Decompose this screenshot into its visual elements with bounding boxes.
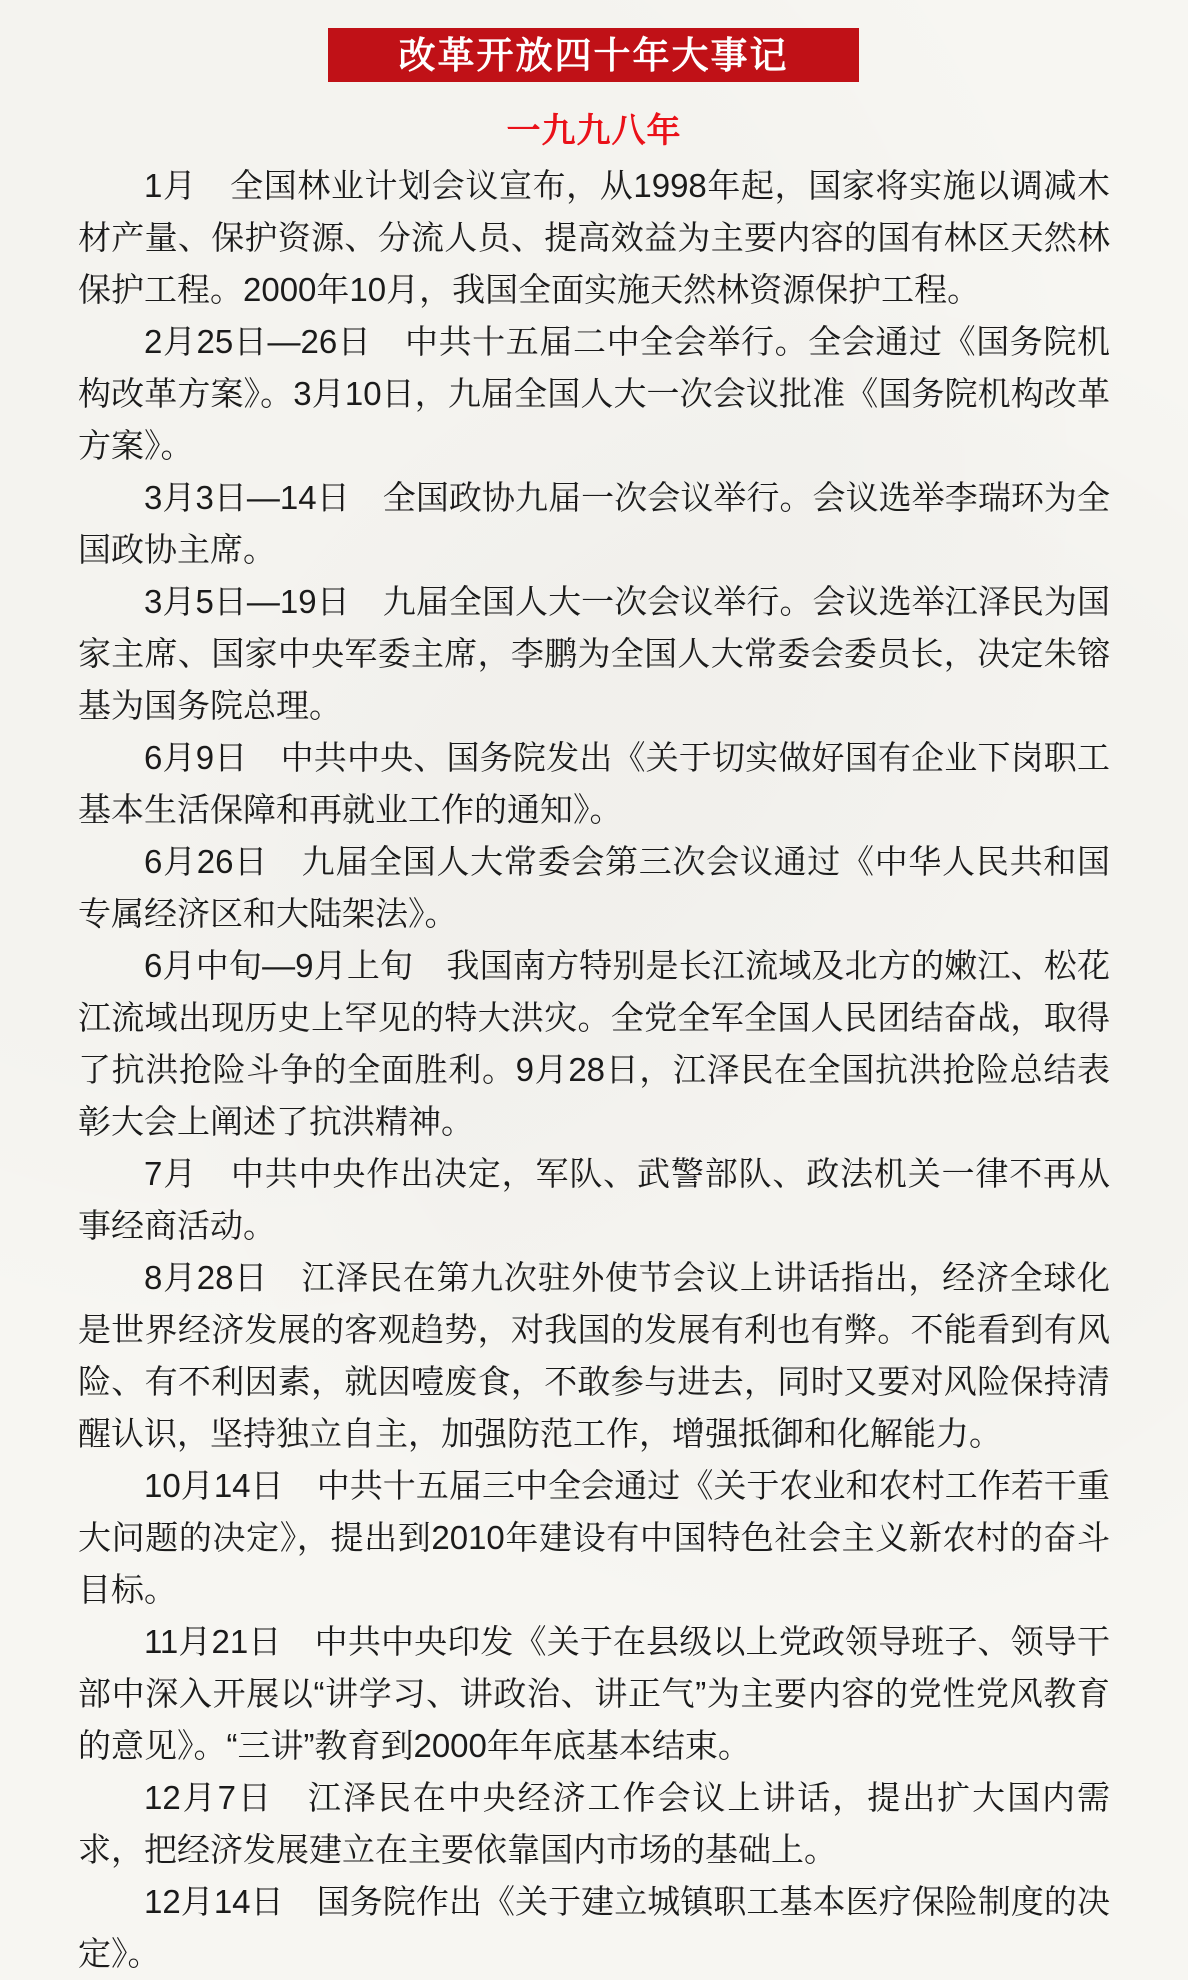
event-paragraph: 3月5日—19日 九届全国人大一次会议举行。会议选举江泽民为国家主席、国家中央军委主席，李鹏为全国人大常委会委员长，决定朱镕基为国务院总理。 xyxy=(78,583,1110,724)
event-paragraph: 6月中旬—9月上旬 我国南方特别是长江流域及北方的嫩江、松花江流域出现历史上罕见的特大洪灾。全党全军全国人民团结奋战，取得了抗洪抢险斗争的全面胜利。9月28日，江泽民在全国抗洪抢险总结表彰大会上阐述了抗洪精神。 xyxy=(78,947,1110,1140)
document-title: 改革开放四十年大事记 xyxy=(398,34,789,76)
event-paragraph: 7月 中共中央作出决定，军队、武警部队、政法机关一律不再从事经商活动。 xyxy=(78,1155,1110,1244)
event-paragraph: 3月3日—14日 全国政协九届一次会议举行。会议选举李瑞环为全国政协主席。 xyxy=(78,479,1110,568)
year-heading: 一九九八年 xyxy=(506,112,682,150)
event-paragraph: 1月 全国林业计划会议宣布，从1998年起，国家将实施以调减木材产量、保护资源、分流人员、提高效益为主要内容的国有林区天然林保护工程。2000年10月，我国全面实施天然林资源保护工程。 xyxy=(78,167,1110,308)
event-paragraph: 12月14日 国务院作出《关于建立城镇职工基本医疗保险制度的决定》。 xyxy=(78,1883,1110,1972)
event-paragraph: 2月25日—26日 中共十五届二中全会举行。全会通过《国务院机构改革方案》。3月10日，九届全国人大一次会议批准《国务院机构改革方案》。 xyxy=(78,323,1110,464)
event-paragraph: 12月7日 江泽民在中央经济工作会议上讲话，提出扩大国内需求，把经济发展建立在主要依靠国内市场的基础上。 xyxy=(78,1779,1110,1868)
event-paragraph: 11月21日 中共中央印发《关于在县级以上党政领导班子、领导干部中深入开展以“讲学习、讲政治、讲正气”为主要内容的党性党风教育的意见》。“三讲”教育到2000年年底基本结束。 xyxy=(78,1623,1110,1764)
document-body xyxy=(78,160,1110,1980)
event-paragraph: 8月28日 江泽民在第九次驻外使节会议上讲话指出，经济全球化是世界经济发展的客观趋势，对我国的发展有利也有弊。不能看到有风险、有不利因素，就因噎废食，不敢参与进去，同时又要对风险保持清醒认识，坚持独立自主，加强防范工作，增强抵御和化解能力。 xyxy=(78,1259,1110,1452)
title-banner xyxy=(328,28,859,82)
event-paragraph: 6月26日 九届全国人大常委会第三次会议通过《中华人民共和国专属经济区和大陆架法》。 xyxy=(78,843,1110,932)
event-paragraph: 6月9日 中共中央、国务院发出《关于切实做好国有企业下岗职工基本生活保障和再就业工作的通知》。 xyxy=(78,739,1110,828)
event-paragraph: 10月14日 中共十五届三中全会通过《关于农业和农村工作若干重大问题的决定》，提出到2010年建设有中国特色社会主义新农村的奋斗目标。 xyxy=(78,1467,1110,1608)
